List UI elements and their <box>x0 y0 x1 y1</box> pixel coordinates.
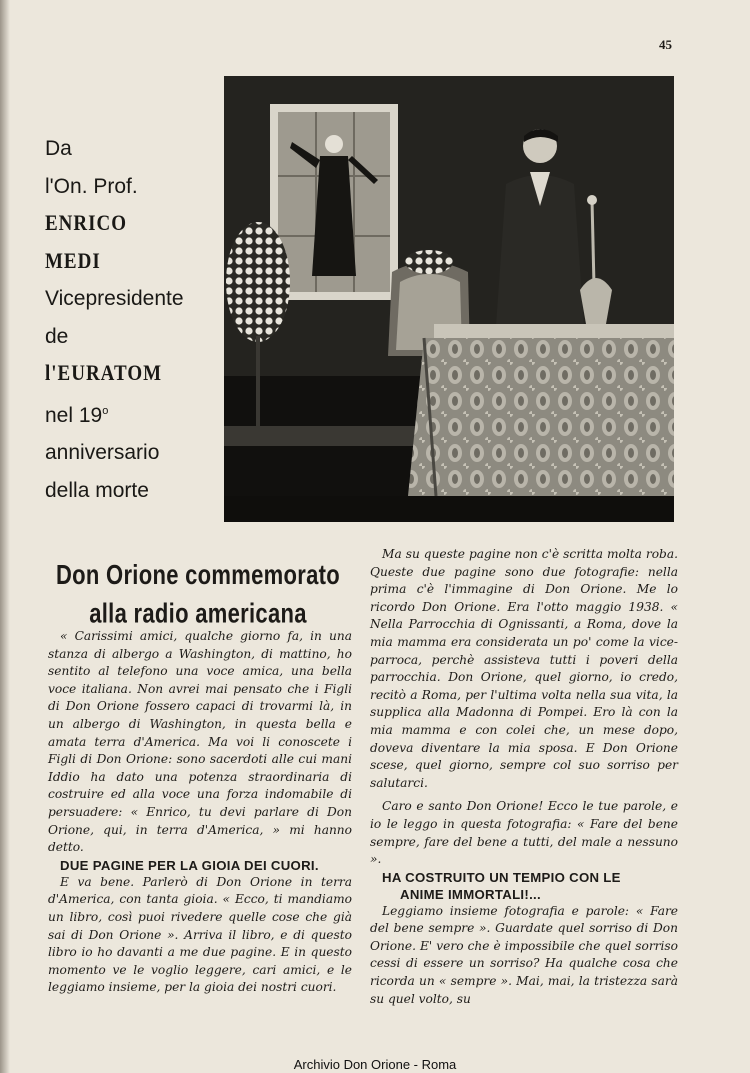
article-headline <box>42 555 354 633</box>
caption-line-anniversary-number <box>45 393 217 435</box>
headline-line-2: alla radio americana <box>89 597 307 629</box>
article-column-left <box>48 628 352 997</box>
section-subhead <box>370 869 678 903</box>
caption-organization: l'EURATOM <box>45 361 163 386</box>
archive-footer: Archivio Don Orione - Roma <box>293 1057 457 1072</box>
paragraph: Caro e santo Don Orione! Ecco le tue parole, e io le leggo in questa fotografia: « Fare del bene sempre, fare del bene a tutti, del male a nessuno ». <box>370 799 678 867</box>
article-column-right <box>370 546 678 1008</box>
paragraph: Leggiamo insieme fotografia e parole: « Fare del bene sempre ». Guardate quel sorriso di Don Orione. E' vero che è impossibile che quel sorriso cessi di essere un sorriso? Ha qualche cosa che ricorda un « sempre ». Mai, mai, la tristezza sarà su quel volto, su <box>370 903 678 1006</box>
paragraph: E va bene. Parlerò di Don Orione in terra d'America, con tanta gioia. « Ecco, ti mandiamo un libro, così puoi rivedere quelle cose che già sai di Don Orione ». Arriva il libro, e di questo libro io ho davanti a me due pagine. E in questo momento ve le voglio leggere, cari amici, e le leggiamo insieme, per la gioia dei nostri cuori. <box>48 874 352 995</box>
page-binding-shadow <box>0 0 10 1073</box>
photo-icon <box>224 76 674 522</box>
event-photo <box>224 76 674 522</box>
caption-line: Da <box>45 137 72 160</box>
caption-line: anniversario <box>45 441 160 464</box>
photo-side-caption <box>45 130 217 509</box>
caption-name-last: MEDI <box>45 248 101 274</box>
paragraph: « Carissimi amici, qualche giorno fa, in una stanza di albergo a Washington, di mattino, ho sentito al telefono una voce amica, una bella voce italiana. Non avrei mai pensato che i Figli di Don Orione fossero capaci di trovarmi là, in un albergo di Washington, in questa bella e amata terra d'America. Ma voi li conoscete i Figli di Don Orione: sono sacerdoti alle cui mani Iddio ha dato una potenza straordinaria di costruire ed alla voce una forza indomabile di persuadere: « Enrico, tu devi parlare di Don Orione, qui, in terra d'America, » mi hanno detto. <box>48 629 352 855</box>
paragraph: Ma su queste pagine non c'è scritta molta roba. Queste due pagine sono due fotografie: nella prima c'è l'immagine di Don Orione. Me lo ricordo Don Orione. Era l'otto maggio 1938. « Nella Parrocchia di Ognissanti, a Roma, dove la mia mamma era considerata un po' come la vice-parroca, perchè assisteva tutti i poveri della parrocchia. Don Orione, quel giorno, io credo, recitò a Roma, per l'ultima volta nella sua vita, la supplica alla Madonna di Pompei. Ero là con la mia mamma e con colei che, un mese dopo, doveva diventare la mia sposa. E Don Orione scese, quel giorno, sempre col suo sorriso per salutarci. <box>370 547 678 790</box>
subhead-line-1: HA COSTRUITO UN TEMPIO CON LE <box>382 869 621 885</box>
caption-line: l'On. Prof. <box>45 174 138 198</box>
subhead-line-2: ANIME IMMORTALI!... <box>400 886 541 902</box>
caption-line: Vicepresidente <box>45 287 184 310</box>
page-number: 45 <box>659 37 672 52</box>
caption-superscript: o <box>102 404 109 417</box>
headline-line-1: Don Orione commemorato <box>55 558 341 590</box>
caption-name-first: ENRICO <box>45 211 128 236</box>
caption-line: della morte <box>45 478 149 502</box>
caption-line: de <box>45 324 69 348</box>
caption-line: nel 19 <box>45 403 103 427</box>
section-subhead: DUE PAGINE PER LA GIOIA DEI CUORI. <box>60 857 319 873</box>
